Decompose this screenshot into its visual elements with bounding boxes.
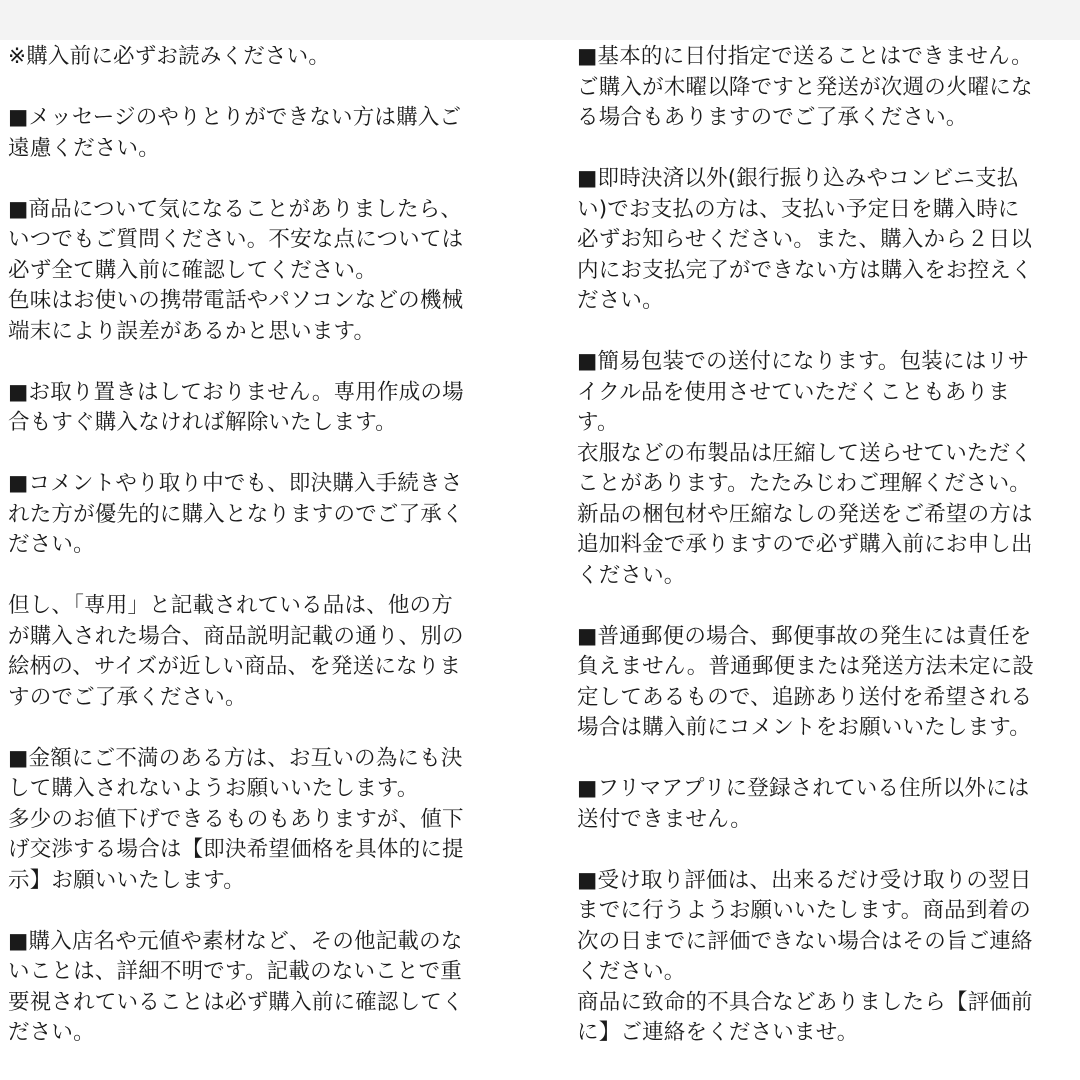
notice-line: イクル品を使用させていただくこともありま bbox=[577, 379, 1010, 405]
notice-line: 示】お願いいたします。 bbox=[8, 867, 245, 893]
notice-paragraph bbox=[8, 195, 500, 348]
notice-line: い)でお支払の方は、支払い予定日を購入時に bbox=[577, 196, 1020, 222]
notice-paragraph bbox=[8, 591, 500, 713]
notice-line: までに行うようお願いいたします。商品到着の bbox=[577, 898, 1031, 923]
notice-line: ※購入前に必ずお読みください。 bbox=[8, 44, 331, 69]
notice-paragraph bbox=[577, 774, 1067, 835]
notice-line: 絵柄の、サイズが近しい商品、を発送になりま bbox=[8, 654, 462, 679]
notice-paragraph bbox=[8, 42, 500, 73]
notice-line: 要視されていることは必ず購入前に確認してく bbox=[8, 989, 464, 1015]
notice-line: ださい。 bbox=[8, 532, 95, 557]
notice-line: 追加料金で承りますので必ず購入前にお申し出 bbox=[577, 532, 1033, 557]
notice-line: る場合もありますのでご了承ください。 bbox=[577, 105, 968, 130]
notice-line: 負えません。普通郵便または発送方法未定に設 bbox=[577, 654, 1034, 679]
notice-line: 内にお支払完了ができない方は購入をお控えく bbox=[577, 257, 1033, 283]
notice-line: ■金額にご不満のある方は、お互いの為にも決 bbox=[8, 745, 463, 771]
notice-line: ■メッセージのやりとりができない方は購入ご bbox=[8, 105, 462, 130]
notice-line: ことがあります。たたみじわご理解ください。 bbox=[577, 471, 1031, 496]
notice-line: が購入された場合、商品説明記載の通り、別の bbox=[8, 623, 464, 649]
notice-column-right bbox=[577, 42, 1067, 1079]
notice-line: ■コメントやり取り中でも、即決購入手続きさ bbox=[8, 471, 463, 496]
notice-paragraph bbox=[8, 744, 500, 897]
notice-line: れた方が優先的に購入となりますのでご了承く bbox=[8, 501, 464, 527]
notice-line: 次の日までに評価できない場合はその旨ご連絡 bbox=[577, 928, 1033, 954]
notice-line: ■簡易包装での送付になります。包装にはリサ bbox=[577, 349, 1030, 374]
notice-line: ください。 bbox=[577, 562, 686, 588]
notice-line: げ交渉する場合は【即決希望価格を具体的に提 bbox=[8, 837, 464, 862]
notice-line: ■普通郵便の場合、郵便事故の発生には責任を bbox=[577, 623, 1032, 649]
notice-line: す。 bbox=[577, 410, 619, 435]
top-strip bbox=[0, 0, 1080, 40]
notice-line: いことは、詳細不明です。記載のないことで重 bbox=[8, 959, 462, 984]
notice-line: ださい。 bbox=[577, 288, 664, 313]
notice-column-left bbox=[8, 42, 500, 1079]
notice-paragraph bbox=[8, 378, 500, 439]
notice-line: 必ず全て購入前に確認してください。 bbox=[8, 257, 377, 283]
notice-paragraph bbox=[8, 469, 500, 561]
notice-line: ■フリマアプリに登録されている住所以外には bbox=[577, 776, 1030, 801]
notice-line: 合もすぐ購入なければ解除いたします。 bbox=[8, 410, 397, 435]
notice-line: ■基本的に日付指定で送ることはできません。 bbox=[577, 44, 1033, 69]
notice-line: 但し、「専用」と記載されている品は、他の方 bbox=[8, 593, 453, 618]
notice-paragraph bbox=[577, 164, 1067, 317]
notice-line: 新品の梱包材や圧縮なしの発送をご希望の方は bbox=[577, 501, 1033, 527]
notice-line: ■お取り置きはしておりません。専用作成の場 bbox=[8, 379, 464, 405]
notice-paragraph bbox=[577, 622, 1067, 744]
notice-line: ■商品について気になることがありましたら、 bbox=[8, 196, 463, 222]
notice-line: ご購入が木曜以降ですと発送が次週の火曜にな bbox=[577, 74, 1033, 100]
notice-line: すのでご了承ください。 bbox=[8, 684, 247, 710]
notice-line: 端末により誤差があるかと思います。 bbox=[8, 318, 376, 344]
notice-line: 場合は購入前にコメントをお願いいたします。 bbox=[577, 715, 1031, 740]
notice-line: ■購入店名や元値や素材など、その他記載のな bbox=[8, 928, 463, 954]
notice-line: 色味はお使いの携帯電話やパソコンなどの機械 bbox=[8, 288, 464, 313]
notice-line: いつでもご質問ください。不安な点については bbox=[8, 227, 464, 252]
notice-line: 多少のお値下げできるものもありますが、値下 bbox=[8, 806, 464, 832]
notice-line: ださい。 bbox=[8, 1020, 95, 1045]
notice-paragraph bbox=[8, 927, 500, 1049]
notice-line: 衣服などの布製品は圧縮して送らせていただく bbox=[577, 440, 1033, 466]
notice-paragraph bbox=[8, 103, 500, 164]
notice-line: 送付できません。 bbox=[577, 806, 752, 832]
notice-line: 定してあるもので、追跡あり送付を希望される bbox=[577, 684, 1033, 710]
notice-line: ■即時決済以外(銀行振り込みやコンビニ支払 bbox=[577, 166, 1019, 191]
notice-paragraph bbox=[577, 347, 1067, 591]
notice-line: に】ご連絡をくださいませ。 bbox=[577, 1020, 859, 1045]
notice-line: ください。 bbox=[577, 959, 686, 984]
notice-line: 遠慮ください。 bbox=[8, 135, 160, 161]
notice-line: して購入されないようお願いいたします。 bbox=[8, 776, 419, 801]
notice-line: ■受け取り評価は、出来るだけ受け取りの翌日 bbox=[577, 867, 1032, 893]
notice-line: 必ずお知らせください。また、購入から２日以 bbox=[577, 227, 1033, 252]
notice-line: 商品に致命的不具合などありましたら【評価前 bbox=[577, 989, 1033, 1015]
notice-paragraph bbox=[577, 42, 1067, 134]
notice-paragraph bbox=[577, 866, 1067, 1049]
